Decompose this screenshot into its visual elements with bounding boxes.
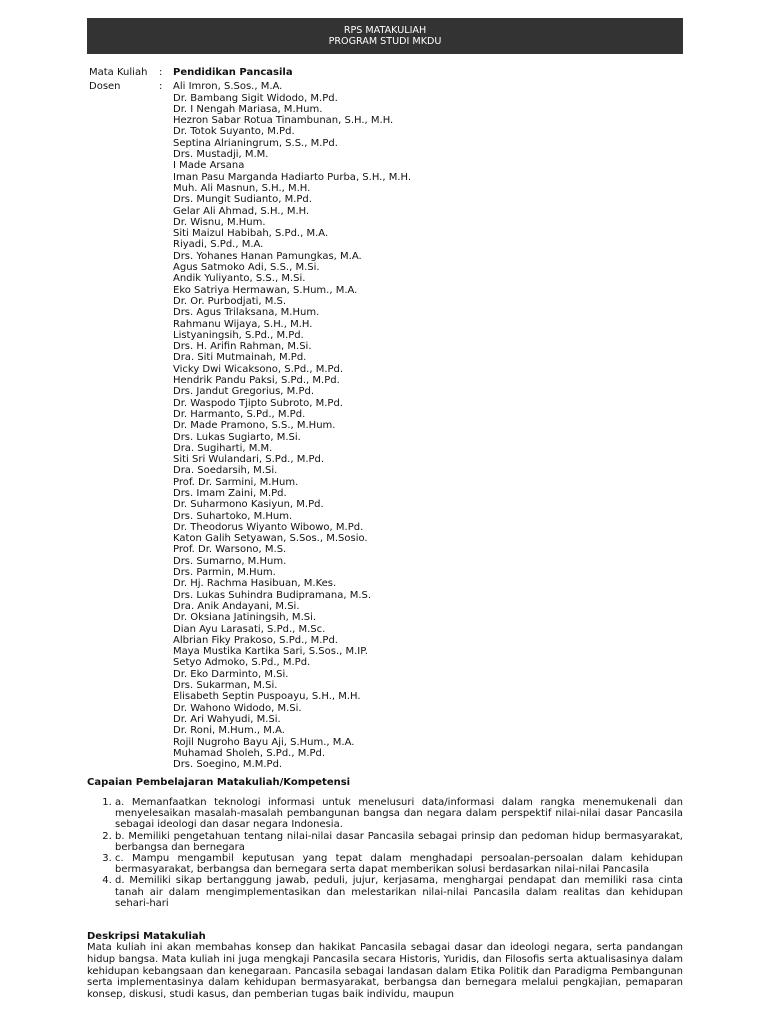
dosen-item: Dra. Siti Mutmainah, M.Pd. — [173, 352, 307, 364]
dosen-item: Drs. Lukas Suhindra Budipramana, M.S. — [173, 589, 372, 601]
dosen-item: Dra. Soedarsih, M.Si. — [173, 465, 278, 477]
dosen-item: Drs. Soegino, M.M.Pd. — [173, 759, 283, 771]
dosen-item: Drs. Sumarno, M.Hum. — [173, 555, 287, 567]
dosen-item: Drs. Jandut Gregorius, M.Pd. — [173, 386, 314, 398]
dosen-item: Gelar Ali Ahmad, S.H., M.H. — [173, 205, 310, 217]
dosen-item: Setyo Admoko, S.Pd., M.Pd. — [173, 657, 311, 669]
mata-kuliah-label: Mata Kuliah — [89, 67, 148, 78]
dosen-item: Ali Imron, S.Sos., M.A. — [173, 81, 283, 93]
dosen-item: Muhamad Sholeh, S.Pd., M.Pd. — [173, 747, 326, 759]
mata-kuliah-row — [89, 67, 683, 78]
dosen-item: Dr. Totok Suyanto, M.Pd. — [173, 126, 295, 138]
dosen-item: Dr. Waspodo Tjipto Subroto, M.Pd. — [173, 397, 343, 409]
mata-kuliah-value: Pendidikan Pancasila — [173, 67, 293, 78]
dosen-item: Drs. Lukas Sugiarto, M.Si. — [173, 431, 301, 443]
dosen-item: Dr. I Nengah Mariasa, M.Hum. — [173, 103, 323, 115]
dosen-item: Andik Yuliyanto, S.S., M.Si. — [173, 273, 306, 285]
cpl-title: Capaian Pembelajaran Matakuliah/Kompetensi — [87, 777, 351, 788]
dosen-item: Vicky Dwi Wicaksono, S.Pd., M.Pd. — [173, 363, 344, 375]
dosen-item: Prof. Dr. Warsono, M.S. — [173, 544, 287, 556]
dosen-item: Dr. Wahono Widodo, M.Si. — [173, 702, 302, 714]
dosen-item: Dr. Bambang Sigit Widodo, M.Pd. — [173, 92, 338, 104]
dosen-item: Dr. Harmanto, S.Pd., M.Pd. — [173, 408, 306, 420]
dosen-item: Hezron Sabar Rotua Tinambunan, S.H., M.H. — [173, 115, 394, 127]
dosen-item: Iman Pasu Marganda Hadiarto Purba, S.H., M.H. — [173, 171, 412, 183]
dosen-item: Dr. Or. Purbodjati, M.S. — [173, 295, 287, 307]
dosen-item: Maya Mustika Kartika Sari, S.Sos., M.IP. — [173, 646, 368, 658]
dosen-item: Septina Alrianingrum, S.S., M.Pd. — [173, 137, 338, 149]
dosen-item: Drs. Agus Trilaksana, M.Hum. — [173, 307, 320, 319]
dosen-item: Albrian Fiky Prakoso, S.Pd., M.Pd. — [173, 634, 338, 646]
dosen-label: Dosen — [89, 81, 121, 93]
dosen-item: Drs. Yohanes Hanan Pamungkas, M.A. — [173, 250, 362, 262]
dosen-item: I Made Arsana — [173, 160, 245, 172]
dosen-item: Dr. Theodorus Wiyanto Wibowo, M.Pd. — [173, 521, 364, 533]
dosen-item: Dr. Ari Wahyudi, M.Si. — [173, 713, 281, 725]
dosen-item: Drs. Imam Zaini, M.Pd. — [173, 487, 287, 499]
dosen-item: Muh. Ali Masnun, S.H., M.H. — [173, 182, 311, 194]
dosen-item: Listyaningsih, S.Pd., M.Pd. — [173, 329, 304, 341]
dosen-item: Drs. H. Arifin Rahman, M.Si. — [173, 341, 312, 353]
dosen-item: Elisabeth Septin Puspoayu, S.H., M.H. — [173, 691, 361, 703]
dosen-item: Drs. Suhartoko, M.Hum. — [173, 510, 293, 522]
dosen-item: Rojil Nugroho Bayu Aji, S.Hum., M.A. — [173, 736, 355, 748]
dosen-item: Siti Sri Wulandari, S.Pd., M.Pd. — [173, 454, 325, 466]
dosen-item: Katon Galih Setyawan, S.Sos., M.Sosio. — [173, 533, 368, 545]
dosen-item: Dr. Suharmono Kasiyun, M.Pd. — [173, 499, 324, 511]
dosen-item: Dr. Hj. Rachma Hasibuan, M.Kes. — [173, 578, 337, 590]
course-info — [89, 67, 683, 770]
colon: : — [159, 81, 163, 93]
cpl-item: 1. a. Memanfaatkan teknologi informasi untuk menelusuri data/informasi dalam rangka menemukenali dan menyelesaikan masalah-masalah pembangunan bangsa dan negara dalam perspektif nilai-nilai dasar Pancasila sebagai ideologi dan dasar negara Indonesia. — [115, 797, 683, 831]
dosen-item: Prof. Dr. Sarmini, M.Hum. — [173, 476, 299, 488]
dosen-item: Dra. Sugiharti, M.M. — [173, 442, 273, 454]
dosen-list — [173, 81, 683, 770]
dosen-item: Siti Maizul Habibah, S.Pd., M.A. — [173, 228, 329, 240]
cpl-item: 2. b. Memiliki pengetahuan tentang nilai-nilai dasar Pancasila sebagai prinsip dan pedoman hidup bermasyarakat, berbangsa dan bernegara — [115, 831, 683, 853]
dosen-item: Eko Satriya Hermawan, S.Hum., M.A. — [173, 284, 358, 296]
document-header — [87, 18, 683, 54]
dosen-item: Drs. Mungit Sudianto, M.Pd. — [173, 194, 312, 206]
colon: : — [159, 67, 163, 78]
dosen-item: Dra. Anik Andayani, M.Si. — [173, 600, 300, 612]
dosen-item: Drs. Parmin, M.Hum. — [173, 567, 276, 579]
dosen-item: Dr. Roni, M.Hum., M.A. — [173, 725, 285, 737]
deskripsi-section — [87, 931, 683, 1001]
dosen-item: Rahmanu Wijaya, S.H., M.H. — [173, 318, 313, 330]
cpl-list — [87, 797, 683, 909]
dosen-item: Drs. Mustadji, M.M. — [173, 149, 269, 161]
header-subtitle: PROGRAM STUDI MKDU — [328, 36, 442, 47]
dosen-item: Dr. Wisnu, M.Hum. — [173, 216, 266, 228]
dosen-item: Dian Ayu Larasati, S.Pd., M.Sc. — [173, 623, 326, 635]
dosen-item: Dr. Oksiana Jatiningsih, M.Si. — [173, 612, 317, 624]
deskripsi-text: Mata kuliah ini akan membahas konsep dan hakikat Pancasila sebagai dasar dan ideologi negara, serta pandangan hidup bangsa. Mata kuliah ini juga mengkaji Pancasila secara Historis, Yuridis, dan Filosofis serta aktualisasinya dalam kehidupan kebangsaan dan kenegaraan. Pancasila sebagai landasan dalam Etika Politik dan Paradigma Pembangunan serta implementasinya dalam kehidupan bermasyarakat, berbangsa dan bernegara melalui pengkajian, pemaparan konsep, diskusi, studi kasus, dan pemberian tugas baik individu, maupun — [87, 942, 683, 1001]
dosen-item: Drs. Sukarman, M.Si. — [173, 680, 278, 692]
cpl-item: 4. d. Memiliki sikap bertanggung jawab, peduli, jujur, kerjasama, menghargai pendapat dan memiliki rasa cinta tanah air dalam mengimplementasikan dan melestarikan nilai-nilai Pancasila dalam realitas dan kehidupan sehari-hari — [115, 875, 683, 909]
deskripsi-title: Deskripsi Matakuliah — [87, 931, 206, 942]
dosen-row — [89, 81, 683, 770]
dosen-item: Dr. Eko Darminto, M.Si. — [173, 668, 289, 680]
dosen-item: Riyadi, S.Pd., M.A. — [173, 239, 264, 251]
dosen-item: Hendrik Pandu Paksi, S.Pd., M.Pd. — [173, 375, 340, 387]
cpl-item: 3. c. Mampu mengambil keputusan yang tepat dalam menghadapi persoalan-persoalan dalam kehidupan bermasyarakat, berbangsa dan bernegara serta dapat memberikan solusi berdasarkan nilai-nilai Pancasila — [115, 853, 683, 875]
dosen-item: Agus Satmoko Adi, S.S., M.Si. — [173, 262, 320, 274]
header-title: RPS MATAKULIAH — [343, 25, 427, 36]
cpl-section — [87, 777, 683, 909]
dosen-item: Dr. Made Pramono, S.S., M.Hum. — [173, 420, 336, 432]
